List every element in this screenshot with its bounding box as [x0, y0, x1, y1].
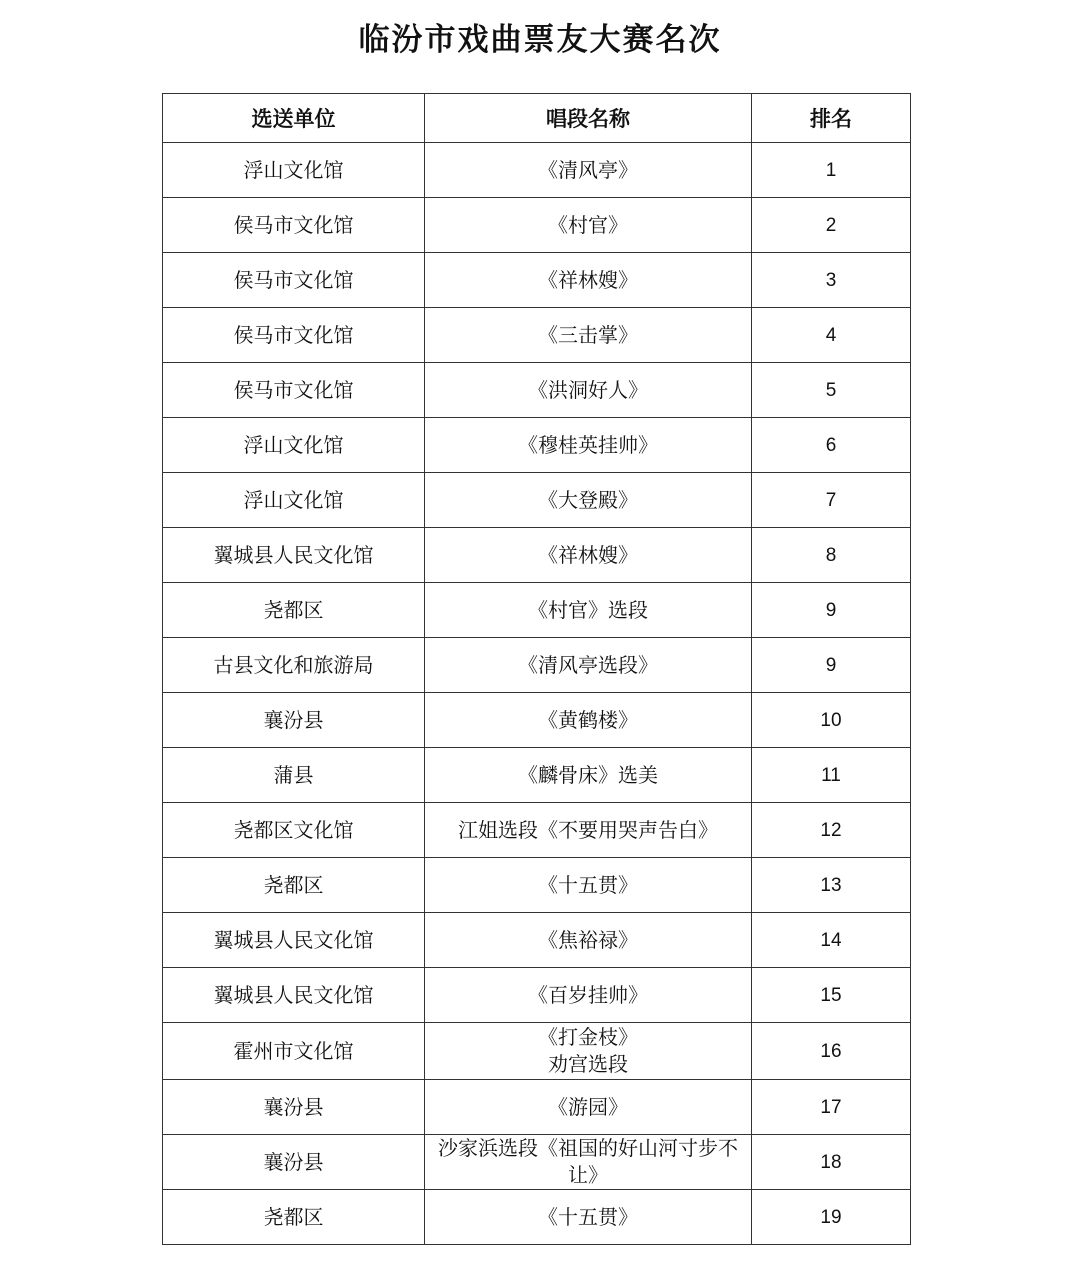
unit-cell: 翼城县人民文化馆 [163, 528, 425, 583]
rank-cell: 9 [752, 583, 911, 638]
table-row [163, 748, 911, 803]
header-piece: 唱段名称 [425, 94, 752, 143]
piece-cell: 《祥林嫂》 [425, 253, 752, 308]
piece-cell: 《十五贯》 [425, 858, 752, 913]
table-row [163, 693, 911, 748]
rank-cell: 13 [752, 858, 911, 913]
rank-cell: 18 [752, 1135, 911, 1190]
rank-cell: 2 [752, 198, 911, 253]
rank-cell: 17 [752, 1080, 911, 1135]
piece-cell: 《穆桂英挂帅》 [425, 418, 752, 473]
unit-cell: 襄汾县 [163, 693, 425, 748]
piece-cell: 《洪洞好人》 [425, 363, 752, 418]
piece-cell: 《清风亭选段》 [425, 638, 752, 693]
unit-cell: 浮山文化馆 [163, 418, 425, 473]
table-row [163, 528, 911, 583]
table-row [163, 253, 911, 308]
unit-cell: 侯马市文化馆 [163, 308, 425, 363]
unit-cell: 尧都区 [163, 858, 425, 913]
piece-cell: 《十五贯》 [425, 1190, 752, 1245]
header-unit: 选送单位 [163, 94, 425, 143]
piece-cell: 《清风亭》 [425, 143, 752, 198]
header-rank: 排名 [752, 94, 911, 143]
piece-cell [425, 1023, 752, 1080]
rank-cell: 7 [752, 473, 911, 528]
unit-cell: 霍州市文化馆 [163, 1023, 425, 1080]
unit-cell: 侯马市文化馆 [163, 363, 425, 418]
rank-cell: 10 [752, 693, 911, 748]
unit-cell: 翼城县人民文化馆 [163, 913, 425, 968]
unit-cell: 尧都区文化馆 [163, 803, 425, 858]
rank-cell: 9 [752, 638, 911, 693]
table-row [163, 1190, 911, 1245]
piece-cell: 《百岁挂帅》 [425, 968, 752, 1023]
rank-cell: 1 [752, 143, 911, 198]
unit-cell: 侯马市文化馆 [163, 198, 425, 253]
piece-cell: 《三击掌》 [425, 308, 752, 363]
unit-cell: 尧都区 [163, 583, 425, 638]
piece-cell: 《游园》 [425, 1080, 752, 1135]
table-row [163, 1023, 911, 1080]
rank-cell: 19 [752, 1190, 911, 1245]
unit-cell: 蒲县 [163, 748, 425, 803]
table-row [163, 308, 911, 363]
table-row [163, 968, 911, 1023]
rank-cell: 12 [752, 803, 911, 858]
piece-cell: 《祥林嫂》 [425, 528, 752, 583]
table-row [163, 363, 911, 418]
piece-cell: 《村官》选段 [425, 583, 752, 638]
piece-cell: 《麟骨床》选美 [425, 748, 752, 803]
rank-cell: 8 [752, 528, 911, 583]
rank-cell: 15 [752, 968, 911, 1023]
rank-cell: 6 [752, 418, 911, 473]
table-header-row [163, 94, 911, 143]
table-row [163, 1135, 911, 1190]
table-row [163, 638, 911, 693]
piece-cell: 《黄鹤楼》 [425, 693, 752, 748]
table-row [163, 418, 911, 473]
piece-cell: 《村官》 [425, 198, 752, 253]
table-row [163, 143, 911, 198]
rank-cell: 5 [752, 363, 911, 418]
table-row [163, 913, 911, 968]
rank-cell: 14 [752, 913, 911, 968]
unit-cell: 襄汾县 [163, 1135, 425, 1190]
table-row [163, 583, 911, 638]
page-title: 临汾市戏曲票友大赛名次 [358, 22, 722, 58]
rank-cell: 3 [752, 253, 911, 308]
rank-cell: 16 [752, 1023, 911, 1080]
rank-cell: 11 [752, 748, 911, 803]
piece-cell: 《大登殿》 [425, 473, 752, 528]
unit-cell: 尧都区 [163, 1190, 425, 1245]
piece-line: 劝宫选段 [548, 1052, 628, 1076]
unit-cell: 侯马市文化馆 [163, 253, 425, 308]
piece-cell: 沙家浜选段《祖国的好山河寸步不让》 [425, 1135, 752, 1190]
table-row [163, 858, 911, 913]
unit-cell: 浮山文化馆 [163, 143, 425, 198]
ranking-table [162, 93, 911, 1245]
piece-line: 《打金枝》 [538, 1025, 638, 1049]
piece-cell: 《焦裕禄》 [425, 913, 752, 968]
table-row [163, 473, 911, 528]
unit-cell: 翼城县人民文化馆 [163, 968, 425, 1023]
unit-cell: 襄汾县 [163, 1080, 425, 1135]
table-row [163, 1080, 911, 1135]
piece-cell: 江姐选段《不要用哭声告白》 [425, 803, 752, 858]
unit-cell: 浮山文化馆 [163, 473, 425, 528]
table-row [163, 198, 911, 253]
unit-cell: 古县文化和旅游局 [163, 638, 425, 693]
rank-cell: 4 [752, 308, 911, 363]
table-row [163, 803, 911, 858]
